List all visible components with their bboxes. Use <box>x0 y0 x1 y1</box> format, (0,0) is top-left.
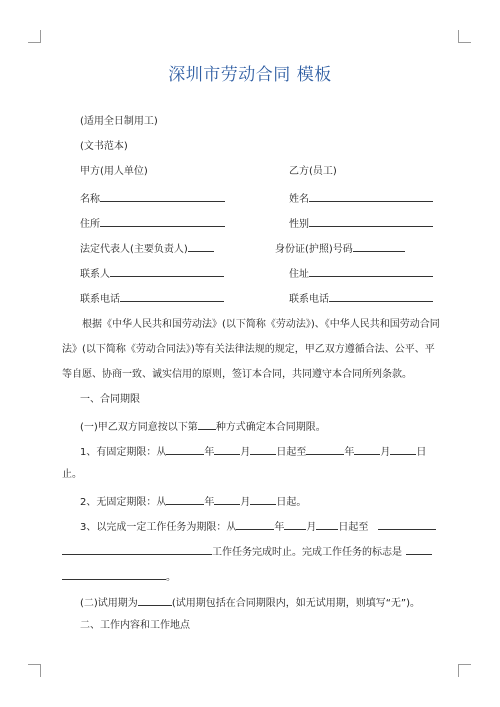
term-method-pre: (一)甲乙双方同意按以下第 <box>80 422 198 433</box>
term-method-blank[interactable] <box>198 418 216 430</box>
item-3-row <box>80 518 436 535</box>
item-3-mark-blank[interactable] <box>406 543 432 555</box>
item-3-mark-blank-2[interactable] <box>62 568 166 580</box>
item-1-end-month-blank[interactable] <box>354 443 380 455</box>
party-b-name-label: 姓名 <box>289 194 309 205</box>
item-2-year-word: 年 <box>204 497 215 508</box>
item-2-row <box>80 493 306 510</box>
party-a-address-label: 住所 <box>80 219 100 230</box>
item-1-end: 止。 <box>62 469 82 480</box>
item-1-end-day-word: 日 <box>416 447 427 458</box>
item-3-period: 。 <box>166 572 176 583</box>
item-1-start-month-blank[interactable] <box>214 443 240 455</box>
document-title: 深圳市劳动合同 模板 <box>168 65 332 85</box>
item-3-day-blank[interactable] <box>316 518 338 530</box>
item-2-day-blank[interactable] <box>250 493 276 505</box>
crop-mark-bottom-left <box>28 664 41 677</box>
party-a-name-label: 名称 <box>80 194 100 205</box>
party-b-address-blank[interactable] <box>309 265 433 277</box>
item-1-end-year-blank[interactable] <box>306 443 344 455</box>
item-3-continuation-text: 工作任务完成时止。完成工作任务的标志是 <box>212 547 402 558</box>
item-1-from-word: 日起至 <box>276 447 307 458</box>
term-method-row <box>80 418 326 435</box>
item-3-task-blank[interactable] <box>62 543 212 555</box>
item-2-month-blank[interactable] <box>214 493 240 505</box>
item-3-month-blank[interactable] <box>284 518 306 530</box>
item-2-pre: 2、无固定期限：从 <box>80 497 167 508</box>
party-b-phone-blank[interactable] <box>329 290 433 302</box>
term-method-post: 种方式确定本合同期限。 <box>215 422 326 433</box>
party-b-id-label: 身份证(护照)号码 <box>275 244 353 255</box>
probation-blank[interactable] <box>138 594 172 606</box>
section-1-title: 一、合同期限 <box>80 394 140 405</box>
party-b-phone-label: 联系电话 <box>289 294 329 305</box>
party-a-phone-label: 联系电话 <box>80 294 120 305</box>
party-b-gender-row <box>289 215 433 232</box>
crop-mark-top-right <box>458 30 471 43</box>
party-b-address-label: 住址 <box>289 269 309 280</box>
item-1-end-month-word: 月 <box>380 447 391 458</box>
party-b-name-blank[interactable] <box>309 190 433 202</box>
item-2-year-blank[interactable] <box>166 493 204 505</box>
party-a-contact-blank[interactable] <box>110 265 224 277</box>
party-a-header: 甲方(用人单位) <box>80 166 148 177</box>
party-b-header: 乙方(员工) <box>289 166 337 177</box>
party-b-address-row <box>289 265 433 282</box>
probation-row <box>80 594 420 611</box>
party-b-id-row <box>275 240 405 257</box>
item-1-end-day-blank[interactable] <box>390 443 416 455</box>
party-a-legal-rep-blank[interactable] <box>188 240 214 252</box>
party-a-phone-row <box>80 290 224 307</box>
item-3-pre: 3、以完成一定工作任务为期限：从 <box>80 522 237 533</box>
item-3-year-word: 年 <box>274 522 285 533</box>
item-1-year-word: 年 <box>204 447 215 458</box>
party-a-name-blank[interactable] <box>100 190 225 202</box>
item-3-continuation-row <box>62 543 432 560</box>
party-a-address-row <box>80 215 225 232</box>
preamble-paragraph: 根据《中华人民共和国劳动法》(以下简称《劳动法》)、《中华人民共和国劳动合同法》(以下简称《劳动合同法》)等有关法律法规的规定，甲乙双方遵循合法、公平、平等自愿、协商一致、诚实信用的原则，签订本合同，共同遵守本合同所列条款。 <box>62 319 440 380</box>
section-2-title: 二、工作内容和工作地点 <box>80 620 190 631</box>
party-b-phone-row <box>289 290 433 307</box>
item-3-mark-row <box>62 568 176 585</box>
crop-mark-top-left <box>28 30 41 43</box>
party-a-legal-rep-row <box>80 240 214 257</box>
party-b-name-row <box>289 190 433 207</box>
party-b-gender-blank[interactable] <box>309 215 433 227</box>
item-1-end-year-word: 年 <box>344 447 355 458</box>
item-1-start-year-blank[interactable] <box>166 443 204 455</box>
item-1-row <box>80 443 426 460</box>
party-b-id-blank[interactable] <box>353 240 405 252</box>
item-3-month-word: 月 <box>306 522 317 533</box>
crop-mark-bottom-right <box>458 664 471 677</box>
item-2-month-word: 月 <box>240 497 251 508</box>
item-3-from-word: 日起至 <box>338 522 369 533</box>
party-a-contact-label: 联系人 <box>80 269 110 280</box>
item-1-start-day-blank[interactable] <box>250 443 276 455</box>
party-a-legal-rep-label: 法定代表人(主要负责人) <box>80 244 188 255</box>
probation-pre: (二)试用期为 <box>80 598 138 609</box>
party-a-name-row <box>80 190 225 207</box>
sample-note: (文书范本) <box>80 141 128 152</box>
party-b-gender-label: 性别 <box>289 219 309 230</box>
item-3-year-blank[interactable] <box>236 518 274 530</box>
probation-post: (试用期包括在合同期限内，如无试用期，则填写“无”)。 <box>171 598 420 609</box>
scope-note: (适用全日制用工) <box>80 116 158 127</box>
party-a-phone-blank[interactable] <box>120 290 224 302</box>
item-1-month-word: 月 <box>240 447 251 458</box>
item-2-start-word: 日起。 <box>276 497 307 508</box>
party-a-contact-row <box>80 265 224 282</box>
item-1-pre: 1、有固定期限：从 <box>80 447 167 458</box>
party-a-address-blank[interactable] <box>100 215 225 227</box>
item-3-end-blank[interactable] <box>378 518 436 530</box>
